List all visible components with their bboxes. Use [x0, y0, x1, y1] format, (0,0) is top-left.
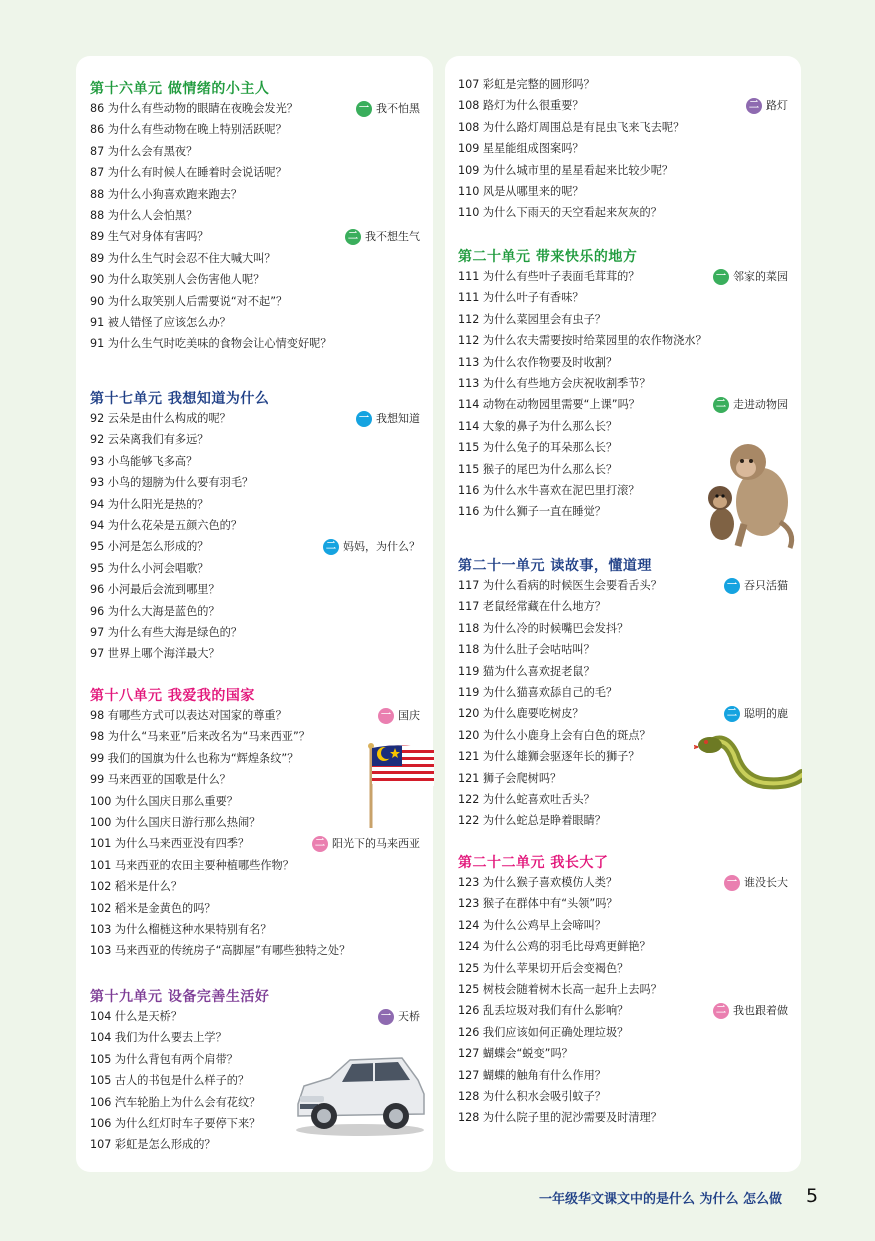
question-item: 109 为什么城市里的星星看起来比较少呢？	[458, 163, 674, 177]
unit-heading: 第十六单元 做情绪的小主人	[90, 81, 270, 97]
lesson-tag	[713, 268, 788, 286]
lesson-tag	[713, 1002, 788, 1020]
lesson-name: 走进动物园	[733, 398, 788, 412]
question-item: 101 马来西亚的农田主要种植哪些作物？	[90, 858, 294, 872]
question-item: 99 我们的国旗为什么也称为“辉煌条纹”？	[90, 751, 299, 765]
question-item: 122 为什么蛇总是睁着眼睛？	[458, 814, 606, 828]
question-item: 107 彩虹是怎么形成的？	[90, 1138, 216, 1152]
lesson-number-badge: 二	[746, 98, 762, 114]
question-item: 102 稻米是什么？	[90, 880, 183, 894]
question-item: 98 为什么“马来亚”后来改名为“马来西亚”？	[90, 730, 310, 744]
lesson-number-badge: 一	[724, 578, 740, 594]
question-item: 103 为什么榴梿这种水果特别有名？	[90, 923, 272, 936]
question-item: 90 为什么取笑别人会伤害他人呢？	[90, 273, 265, 287]
question-item: 128 为什么积水会吸引蚊子？	[458, 1090, 606, 1103]
monkey-image	[700, 432, 800, 550]
unit-heading: 第十八单元 我爱我的国家	[90, 688, 255, 704]
unit-heading: 第二十单元 带来快乐的地方	[458, 249, 638, 265]
question-item: 104 什么是天桥？	[90, 1010, 183, 1023]
question-item: 125 树枝会随着树木长高一起升上去吗？	[458, 983, 662, 996]
lesson-name: 国庆	[398, 709, 420, 722]
question-item: 115 为什么兔子的耳朵那么长？	[458, 441, 618, 455]
lesson-name: 我不怕黑	[376, 102, 420, 115]
unit-heading: 第二十一单元 读故事，懂道理	[458, 558, 652, 574]
question-item: 102 稻米是金黄色的吗？	[90, 901, 216, 915]
lesson-name: 邻家的菜园	[733, 270, 788, 283]
lesson-number-badge: 二	[713, 397, 729, 413]
question-item: 104 我们为什么要去上学？	[90, 1031, 227, 1045]
question-item: 110 为什么下雨天的天空看起来灰灰的？	[458, 206, 662, 220]
lesson-tag	[724, 705, 788, 723]
question-item: 106 汽车轮胎上为什么会有花纹？	[90, 1095, 261, 1109]
unit-heading: 第十七单元 我想知道为什么	[90, 391, 270, 407]
question-item: 105 古人的书包是什么样子的？	[90, 1074, 250, 1088]
question-item: 114 动物在动物园里需要“上课”吗？	[458, 398, 640, 412]
question-item: 100 为什么国庆日游行那么热闹？	[90, 816, 261, 829]
lesson-name: 阳光下的马来西亚	[332, 837, 420, 851]
lesson-tag	[746, 97, 788, 115]
question-item: 121 为什么雄狮会驱逐年长的狮子？	[458, 750, 640, 764]
question-item: 117 为什么看病的时候医生会要看舌头？	[458, 579, 662, 592]
lesson-tag	[312, 835, 420, 853]
question-item: 124 为什么公鸡的羽毛比母鸡更鲜艳？	[458, 940, 651, 954]
question-item: 91 被人错怪了应该怎么办？	[90, 316, 231, 329]
lesson-name: 吞只活猫	[744, 579, 788, 592]
question-item: 87 为什么有时候人在睡着时会说话呢？	[90, 166, 287, 180]
question-item: 119 猫为什么喜欢捉老鼠？	[458, 664, 595, 678]
lesson-tag	[724, 577, 788, 595]
question-item: 96 为什么大海是蓝色的？	[90, 604, 220, 618]
question-item: 128 为什么院子里的泥沙需要及时清理？	[458, 1111, 662, 1125]
question-item: 125 为什么苹果切开后会变褐色？	[458, 961, 629, 975]
question-item: 113 为什么有些地方会庆祝收割季节？	[458, 377, 651, 390]
page-number: 5	[806, 1185, 819, 1207]
lesson-tag	[724, 874, 788, 892]
question-item: 86 为什么有些动物的眼睛在夜晚会发光？	[90, 102, 298, 115]
question-item: 123 为什么猴子喜欢模仿人类？	[458, 876, 618, 889]
question-item: 101 为什么马来西亚没有四季？	[90, 837, 250, 851]
question-item: 117 老鼠经常藏在什么地方？	[458, 600, 606, 614]
question-item: 93 小鸟能够飞多高？	[90, 454, 198, 468]
footer-title: 一年级华文课文中的是什么 为什么 怎么做	[538, 1192, 782, 1207]
question-item: 95 小河是怎么形成的？	[90, 540, 209, 554]
lesson-tag	[378, 1008, 420, 1026]
question-item: 121 狮子会爬树吗？	[458, 771, 562, 785]
question-item: 98 有哪些方式可以表达对国家的尊重？	[90, 709, 287, 722]
unit-heading: 第十九单元 设备完善生活好	[90, 989, 270, 1005]
question-item: 108 路灯为什么很重要？	[458, 99, 584, 113]
question-item: 89 生气对身体有害吗？	[90, 230, 209, 244]
question-item: 116 为什么水牛喜欢在泥巴里打滚？	[458, 484, 640, 497]
question-item: 95 为什么小河会唱歌？	[90, 561, 209, 575]
question-item: 120 为什么小鹿身上会有白色的斑点？	[458, 728, 651, 742]
malaysia-flag-image	[362, 738, 438, 828]
lesson-name: 谁没长大	[744, 876, 788, 889]
question-item: 127 蝴蝶会“蜕变”吗？	[458, 1047, 573, 1061]
lesson-tag	[323, 538, 420, 556]
lesson-number-badge: 一	[378, 708, 394, 724]
question-item: 92 云朵是由什么构成的呢？	[90, 412, 231, 425]
question-item: 126 乱丢垃圾对我们有什么影响？	[458, 1004, 629, 1018]
question-item: 118 为什么肚子会咕咕叫？	[458, 643, 595, 657]
lesson-name: 我想知道	[376, 412, 420, 425]
lesson-tag	[356, 410, 420, 428]
car-image	[290, 1038, 430, 1138]
question-item: 127 蝴蝶的触角有什么作用？	[458, 1068, 606, 1082]
question-item: 107 彩虹是完整的圆形吗？	[458, 78, 595, 91]
question-item: 111 为什么叶子有香味？	[458, 291, 584, 305]
lesson-name: 路灯	[766, 99, 788, 113]
question-item: 96 小河最后会流到哪里？	[90, 583, 220, 597]
lesson-name: 聪明的鹿	[744, 707, 788, 721]
question-item: 92 云朵离我们有多远？	[90, 433, 209, 447]
question-item: 93 小鸟的翅膀为什么要有羽毛？	[90, 476, 254, 490]
question-item: 116 为什么狮子一直在睡觉？	[458, 505, 606, 519]
question-item: 87 为什么会有黑夜？	[90, 144, 198, 158]
question-item: 88 为什么小狗喜欢跑来跑去？	[90, 187, 243, 201]
question-item: 115 猴子的尾巴为什么那么长？	[458, 462, 618, 476]
question-item: 90 为什么取笑别人后需要说“对不起”？	[90, 294, 288, 308]
question-item: 111 为什么有些叶子表面毛茸茸的？	[458, 270, 640, 283]
question-item: 103 马来西亚的传统房子“高脚屋”有哪些独特之处？	[90, 944, 351, 958]
unit-heading: 第二十二单元 我长大了	[458, 855, 609, 871]
question-item: 105 为什么背包有两个肩带？	[90, 1052, 238, 1066]
lesson-tag	[345, 228, 420, 246]
lesson-number-badge: 二	[724, 706, 740, 722]
lesson-number-badge: 一	[356, 411, 372, 427]
lesson-number-badge: 一	[378, 1009, 394, 1025]
question-item: 112 为什么农夫需要按时给菜园里的农作物浇水？	[458, 334, 707, 348]
lesson-name: 妈妈，为什么？	[343, 540, 420, 554]
question-item: 112 为什么菜园里会有虫子？	[458, 312, 606, 326]
question-item: 120 为什么鹿要吃树皮？	[458, 707, 584, 721]
question-item: 122 为什么蛇喜欢吐舌头？	[458, 793, 595, 806]
question-item: 114 大象的鼻子为什么那么长？	[458, 419, 618, 433]
lesson-number-badge: 一	[724, 875, 740, 891]
question-item: 126 我们应该如何正确处理垃圾？	[458, 1025, 629, 1039]
lesson-number-badge: 二	[323, 539, 339, 555]
lesson-number-badge: 一	[713, 269, 729, 285]
question-item: 97 世界上哪个海洋最大？	[90, 647, 220, 661]
question-item: 108 为什么路灯周围总是有昆虫飞来飞去呢？	[458, 120, 685, 134]
question-item: 99 马来西亚的国歌是什么？	[90, 773, 231, 787]
lesson-tag	[713, 396, 788, 414]
lesson-number-badge: 二	[713, 1003, 729, 1019]
lesson-number-badge: 二	[345, 229, 361, 245]
question-item: 94 为什么阳光是热的？	[90, 497, 209, 511]
question-item: 110 风是从哪里来的呢？	[458, 185, 584, 198]
question-item: 88 为什么人会怕黑？	[90, 209, 198, 222]
question-item: 94 为什么花朵是五颜六色的？	[90, 519, 243, 532]
question-item: 119 为什么猫喜欢舔自己的毛？	[458, 686, 618, 699]
question-item: 100 为什么国庆日那么重要？	[90, 794, 238, 808]
snake-image	[694, 725, 802, 797]
lesson-name: 我不想生气	[365, 230, 420, 244]
question-item: 89 为什么生气时会忍不住大喊大叫？	[90, 251, 276, 265]
question-item: 109 星星能组成图案吗？	[458, 142, 584, 156]
question-item: 118 为什么冷的时候嘴巴会发抖？	[458, 621, 629, 635]
question-item: 97 为什么有些大海是绿色的？	[90, 626, 243, 639]
lesson-tag	[356, 100, 420, 118]
question-item: 113 为什么农作物要及时收割？	[458, 355, 618, 369]
lesson-number-badge: 一	[356, 101, 372, 117]
lesson-name: 我也跟着做	[733, 1004, 788, 1018]
question-item: 86 为什么有些动物在晚上特别活跃呢？	[90, 123, 287, 137]
question-item: 124 为什么公鸡早上会啼叫？	[458, 918, 606, 932]
question-item: 123 猴子在群体中有“头领”吗？	[458, 897, 618, 911]
lesson-number-badge: 二	[312, 836, 328, 852]
question-item: 91 为什么生气时吃美味的食物会让心情变好呢？	[90, 337, 332, 351]
question-item: 106 为什么红灯时车子要停下来？	[90, 1117, 261, 1130]
lesson-name: 天桥	[398, 1010, 420, 1023]
lesson-tag	[378, 707, 420, 725]
